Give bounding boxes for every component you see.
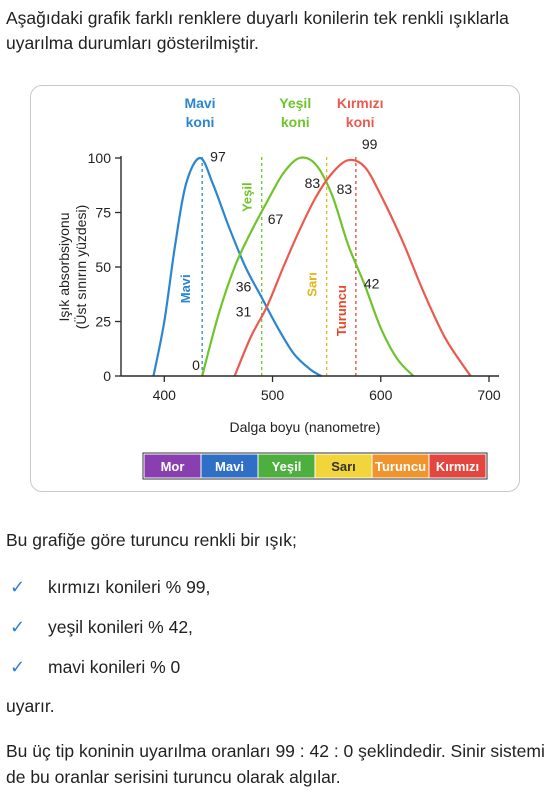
annotation-label: 0 — [192, 357, 200, 373]
check-icon: ✓ — [10, 657, 26, 677]
marker-label: Sarı — [304, 272, 320, 297]
spectrum-label: Mor — [160, 459, 185, 474]
spectrum-label: Turuncu — [374, 459, 427, 474]
paragraph-result: uyarır. — [6, 696, 55, 716]
y-axis-label-line: (Üst sınırın yüzdesi) — [73, 204, 89, 330]
x-axis-label: Dalga boyu (nanometre) — [229, 419, 381, 435]
check-item — [10, 655, 180, 679]
check-item — [10, 575, 210, 599]
annotation-label: 67 — [267, 210, 284, 227]
check-item-text: yeşil konileri % 42, — [48, 617, 193, 637]
annotation-label: 42 — [363, 275, 380, 292]
x-tick-label: 600 — [369, 387, 393, 403]
check-item-text: mavi konileri % 0 — [48, 657, 181, 677]
series-label: Mavi — [184, 95, 216, 111]
check-item-text: kırmızı konileri % 99, — [48, 577, 211, 597]
absorption-chart — [31, 86, 519, 491]
series-label: Yeşil — [279, 95, 312, 111]
y-tick-label: 0 — [103, 368, 111, 384]
y-axis-label — [56, 205, 89, 329]
check-icon: ✓ — [10, 577, 26, 597]
y-tick-label: 25 — [95, 313, 111, 330]
spectrum-label: Mavi — [215, 459, 244, 474]
marker-label: Turuncu — [333, 285, 349, 337]
x-tick-label: 700 — [477, 387, 501, 403]
paragraph-conclusion: Bu üç tip koninin uyarılma oranları 99 : 42 : 0 şeklindedir. Sinir sistemi de bu oranlar serisini turuncu olarak algılar. — [6, 741, 545, 787]
intro-text: Aşağıdaki grafik farklı renklere duyarlı konilerin tek renkli ışıklarla uyarılma durumları gösterilmiştir. — [6, 8, 509, 53]
y-axis-label-line: Işık absorbsiyonu — [56, 212, 72, 322]
x-tick-label: 400 — [152, 387, 176, 403]
check-icon: ✓ — [10, 617, 26, 637]
marker-label: Mavi — [178, 274, 194, 304]
spectrum-label: Kırmızı — [435, 459, 480, 474]
annotation-label: 36 — [235, 278, 252, 295]
x-tick-label: 500 — [260, 387, 285, 403]
spectrum-label: Yeşil — [271, 459, 302, 474]
annotation-label: 97 — [210, 148, 226, 165]
y-tick-label: 100 — [87, 150, 111, 166]
series-label: koni — [280, 114, 310, 130]
series-label: koni — [185, 114, 215, 130]
y-tick-label: 50 — [95, 259, 111, 275]
check-item — [10, 615, 193, 639]
chart-card — [30, 85, 520, 492]
spectrum-label: Sarı — [331, 459, 356, 474]
annotation-label: 31 — [235, 303, 252, 320]
annotation-label: 83 — [336, 181, 353, 198]
series-label: Kırmızı — [336, 95, 384, 111]
series-label: koni — [345, 114, 375, 130]
annotation-label: 99 — [361, 136, 378, 153]
curve-mavi — [153, 158, 321, 376]
marker-label: Yeşil — [239, 182, 255, 213]
paragraph-question: Bu grafiğe göre turuncu renkli bir ışık; — [6, 530, 297, 550]
annotation-label: 83 — [304, 175, 321, 192]
curve-kırmızı — [235, 160, 471, 376]
y-tick-label: 75 — [95, 204, 111, 221]
